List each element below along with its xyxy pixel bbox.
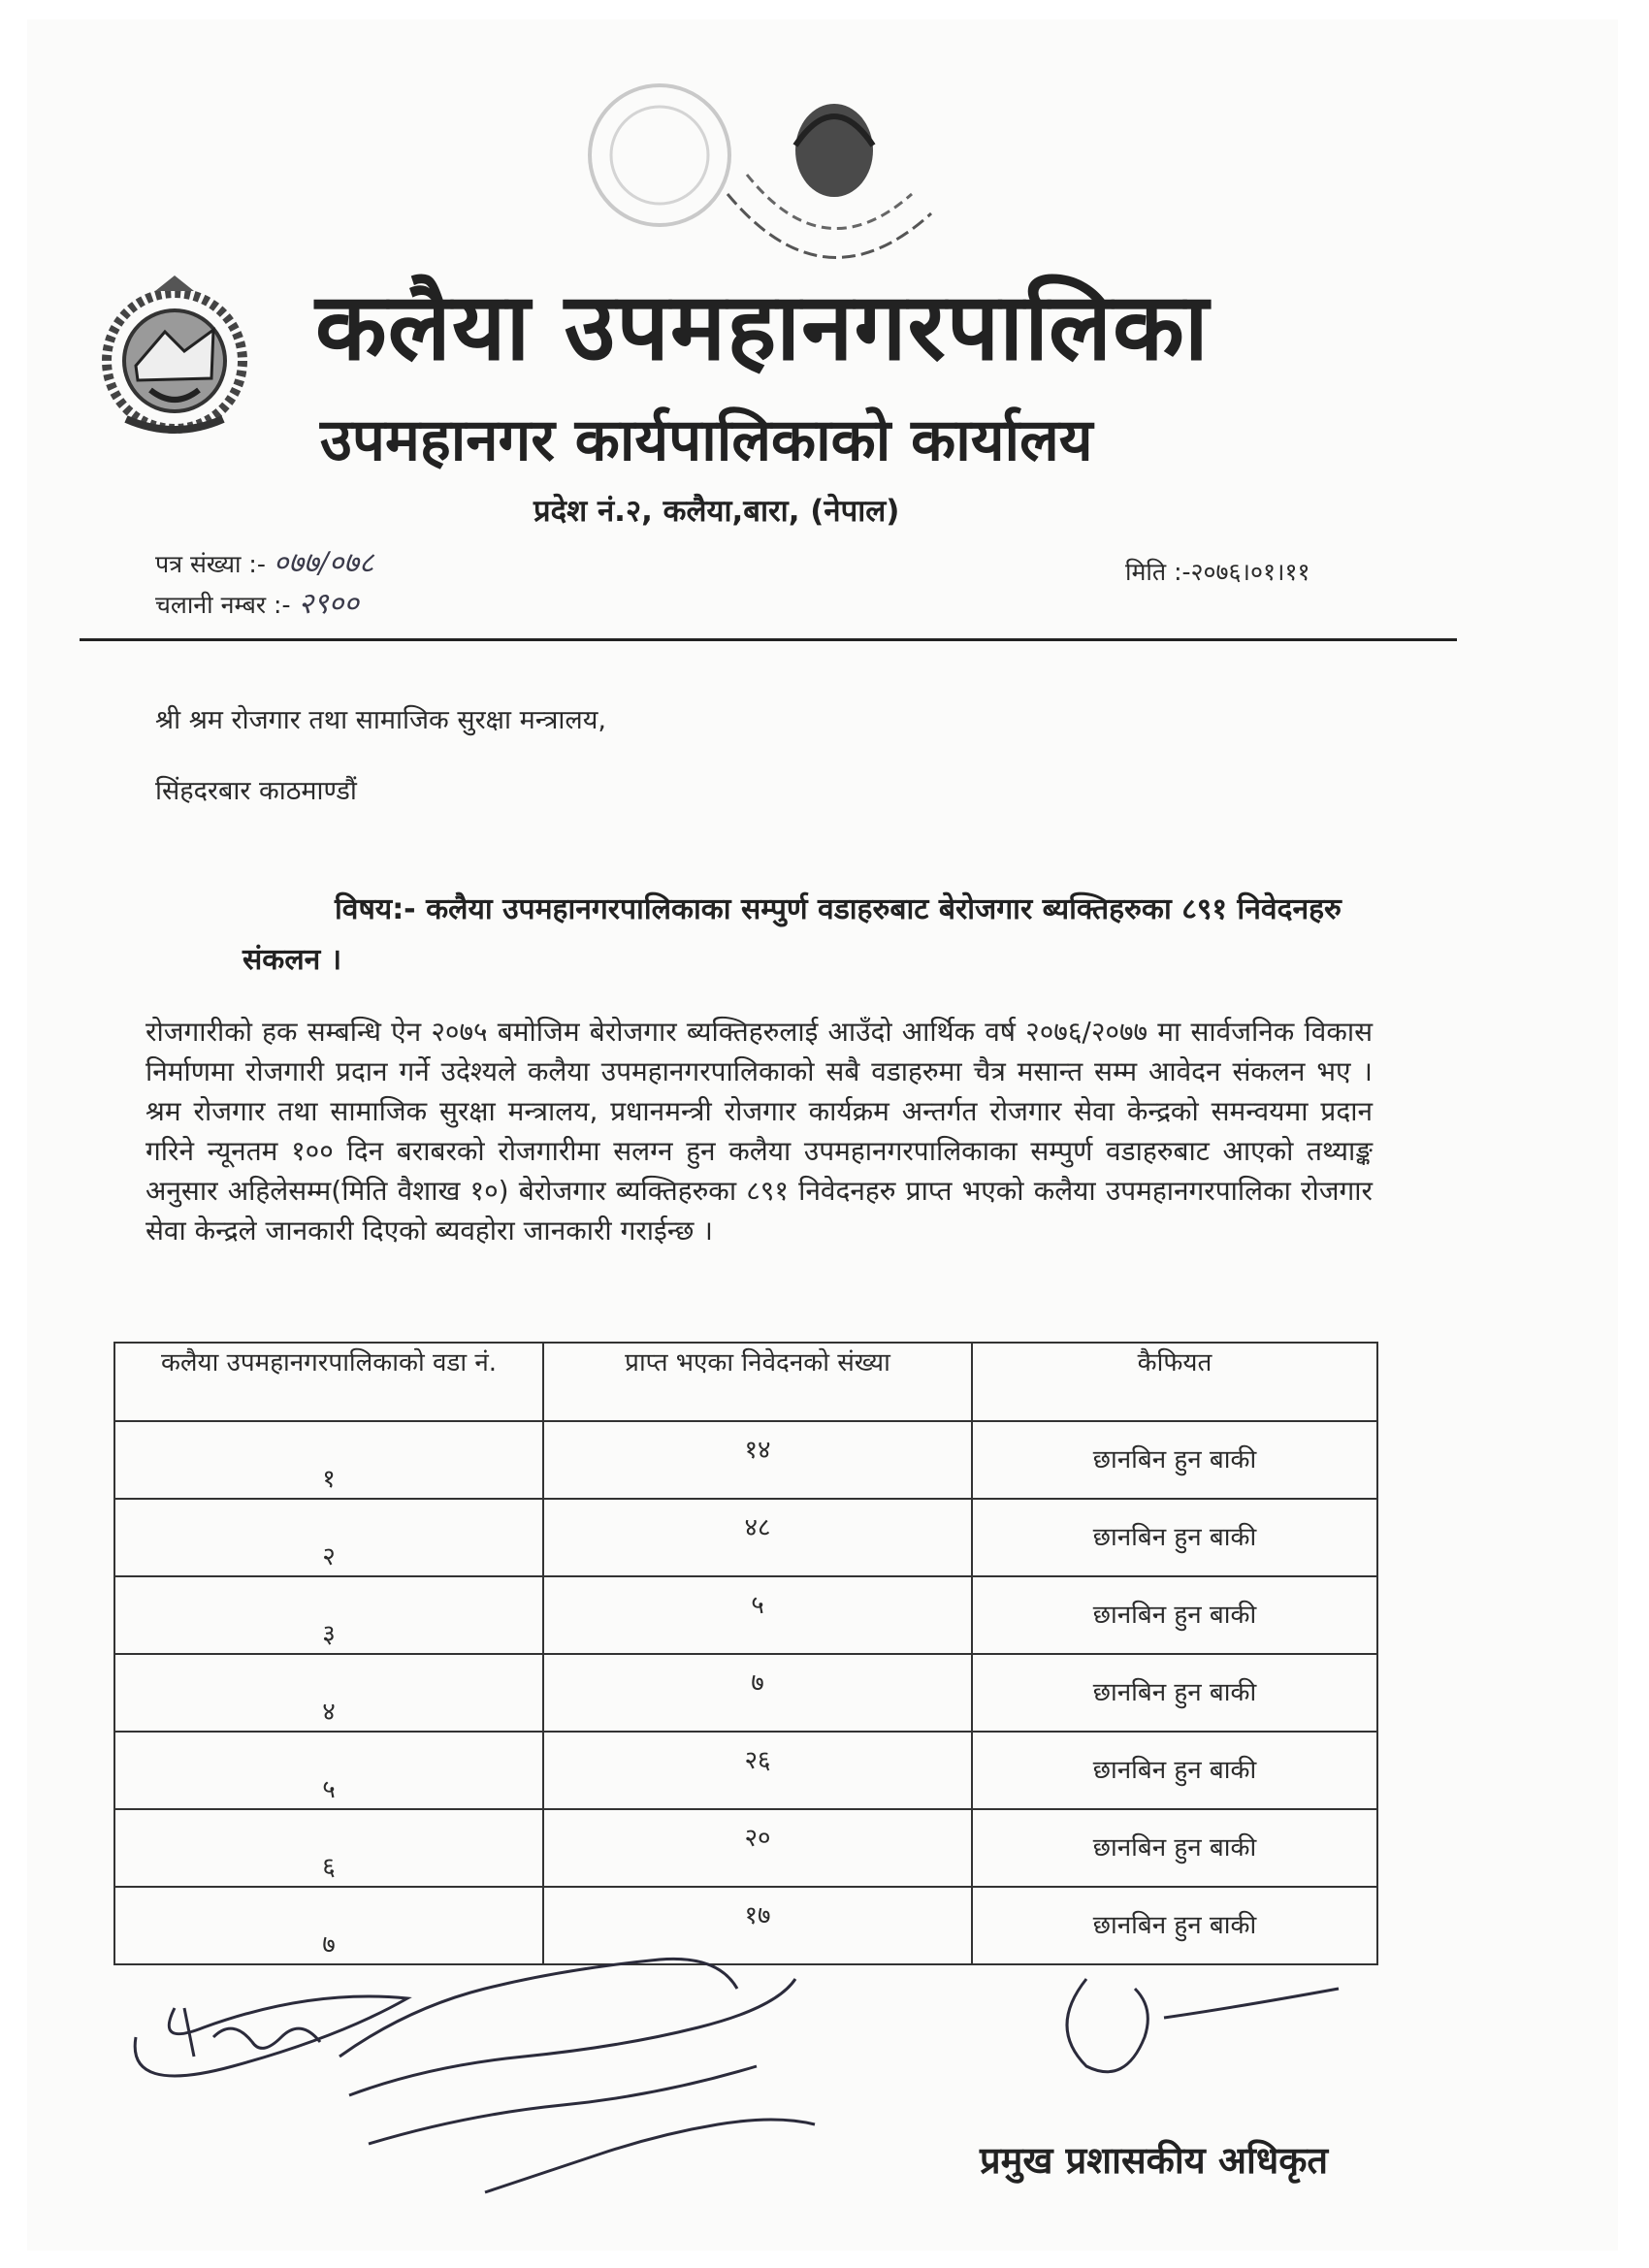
header-count: प्राप्त भएका निवेदनको संख्या	[543, 1343, 972, 1421]
ward-number: ४	[322, 1698, 336, 1727]
table-row	[114, 1654, 1377, 1732]
office-name: उपमहानगर कार्यपालिकाको कार्यालय	[320, 406, 1093, 474]
nepal-emblem-icon	[97, 274, 252, 438]
patra-label: पत्र संख्या :-	[155, 550, 266, 578]
chalani-number	[155, 582, 359, 622]
org-name: कलैया उपमहानगरपालिका	[315, 273, 1210, 381]
remark: छानबिन हुन बाकी	[1092, 1445, 1257, 1474]
table-row	[114, 1809, 1377, 1887]
application-count: १७	[744, 1901, 771, 1930]
recipient-line-2: सिंहदरबार काठमाण्डौं	[155, 776, 357, 806]
application-count: ५	[751, 1591, 764, 1620]
recipient-line-1: श्री श्रम रोजगार तथा सामाजिक सुरक्षा मन्त्रालय,	[155, 705, 606, 735]
table-row	[114, 1499, 1377, 1576]
header-ward: कलैया उपमहानगरपालिकाको वडा नं.	[114, 1343, 543, 1421]
application-count: २०	[744, 1824, 771, 1853]
header-divider	[80, 638, 1457, 641]
application-count: २६	[744, 1746, 771, 1775]
header-remark: कैफियत	[972, 1343, 1377, 1421]
application-count: ४८	[744, 1513, 771, 1542]
remark: छानबिन हुन बाकी	[1092, 1678, 1257, 1707]
table-header-row	[114, 1343, 1377, 1421]
table-row	[114, 1421, 1377, 1499]
ward-number: २	[322, 1542, 336, 1571]
remark: छानबिन हुन बाकी	[1092, 1911, 1257, 1940]
remark: छानबिन हुन बाकी	[1092, 1601, 1257, 1630]
table-row	[114, 1732, 1377, 1809]
ward-number: १	[322, 1465, 336, 1494]
letter-date: मिति :-२०७६।०१।११	[1125, 558, 1310, 586]
ward-number: ७	[322, 1930, 336, 1960]
remark: छानबिन हुन बाकी	[1092, 1756, 1257, 1785]
signatory-designation: प्रमुख प्रशासकीय अधिकृत	[980, 2139, 1329, 2182]
office-address: प्रदेश नं.२, कलैया,बारा, (नेपाल)	[534, 494, 900, 529]
remark: छानबिन हुन बाकी	[1092, 1833, 1257, 1863]
application-count: १४	[744, 1436, 771, 1465]
office-seal-stamp	[504, 78, 960, 291]
table-row	[114, 1576, 1377, 1654]
subject-text: कलैया उपमहानगरपालिकाका सम्पुर्ण वडाहरुबाट बेरोजगार ब्यक्तिहरुका ८९१ निवेदनहरु संकलन ।	[242, 892, 1342, 977]
patra-value: ०७७/०७८	[273, 546, 374, 580]
applications-table	[113, 1342, 1378, 1965]
patra-sankhya	[155, 541, 374, 581]
handwritten-signatures	[116, 1950, 1571, 2241]
application-count: ७	[751, 1669, 764, 1698]
chalani-value: २९००	[298, 587, 359, 621]
subject-label: विषय:-	[335, 892, 416, 926]
ward-number: ५	[322, 1775, 336, 1804]
remark: छानबिन हुन बाकी	[1092, 1523, 1257, 1552]
subject	[242, 885, 1387, 986]
chalani-label: चलानी नम्बर :-	[155, 591, 291, 619]
ward-number: ६	[322, 1853, 336, 1882]
letter-body: रोजगारीको हक सम्बन्धि ऐन २०७५ बमोजिम बेरोजगार ब्यक्तिहरुलाई आउँदो आर्थिक वर्ष २०७६/२०७७ मा सार्वजनिक विकास निर्माणमा रोजगारी प्रदान गर्ने उदेश्यले कलैया उपमहानगरपालिकाको सबै वडाहरुमा चैत्र मसान्त सम्म आवेदन संकलन भए । श्रम रोजगार तथा सामाजिक सुरक्षा मन्त्रालय, प्रधानमन्त्री रोजगार कार्यक्रम अन्तर्गत रोजगार सेवा केन्द्रको समन्वयमा प्रदान गरिने न्यूनतम १०० दिन बराबरको रोजगारीमा सलग्न हुन कलैया उपमहानगरपालिकाका सम्पुर्ण वडाहरुबाट आएको तथ्याङ्क अनुसार अहिलेसम्म(मिति वैशाख १०) बेरोजगार ब्यक्तिहरुका ८९१ निवेदनहरु प्राप्त भएको कलैया उपमहानगरपालिका रोजगार सेवा केन्द्रले जानकारी दिएको ब्यवहोरा जानकारी गराईन्छ ।	[146, 1016, 1373, 1247]
ward-number: ३	[322, 1620, 336, 1649]
